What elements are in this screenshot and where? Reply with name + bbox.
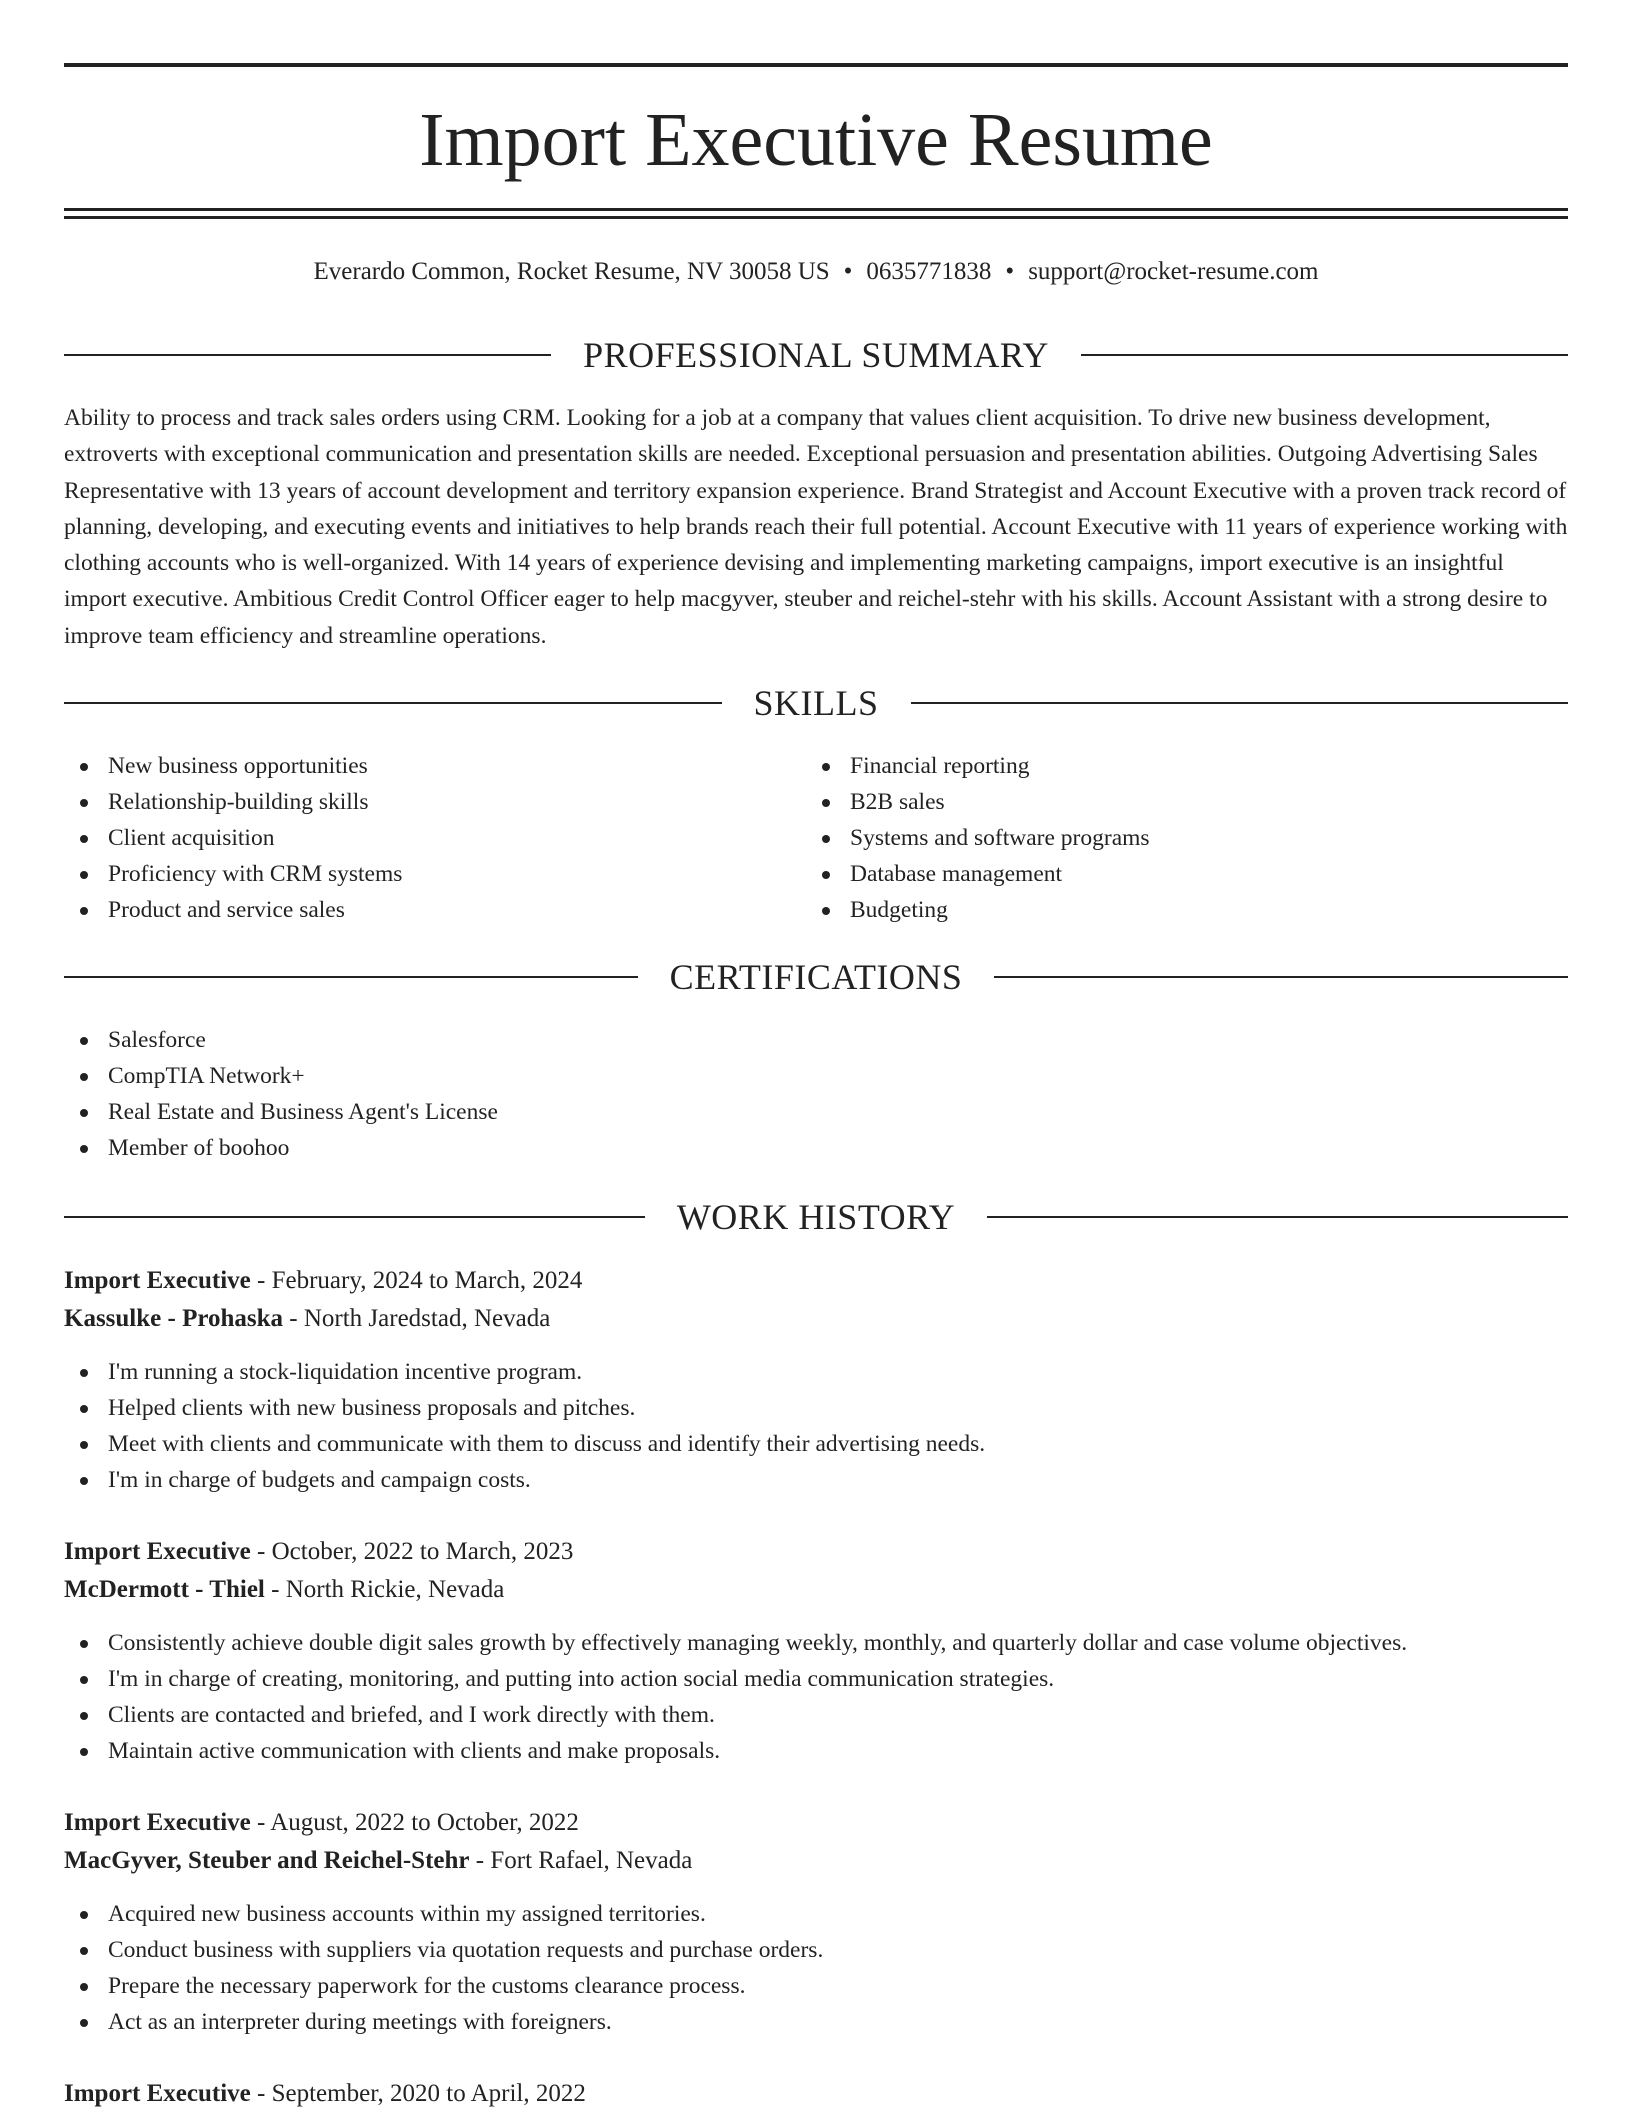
heading-rule (994, 976, 1568, 978)
work-history-heading (64, 1195, 1568, 1239)
job-role-line (64, 2075, 1568, 2113)
job-bullets (64, 1354, 1568, 1498)
heading-rule (64, 1216, 645, 1218)
job-location: North Jaredstad, Nevada (303, 1305, 551, 1332)
dash: - (264, 1576, 286, 1603)
job-bullets (64, 1625, 1568, 1769)
dash: - (283, 1305, 304, 1332)
job-bullet: Clients are contacted and briefed, and I work directly with them. (64, 1697, 1568, 1733)
job-title: Import Executive (64, 1267, 251, 1294)
job-role-line (64, 1262, 1568, 1300)
job-bullet: I'm in charge of creating, monitoring, and putting into action social media communication strategies. (64, 1661, 1568, 1697)
job-bullet: I'm in charge of budgets and campaign costs. (64, 1462, 1568, 1498)
skill-item: Financial reporting (806, 748, 1506, 784)
heading-rule (1081, 354, 1568, 356)
job-bullet: Maintain active communication with clients and make proposals. (64, 1733, 1568, 1769)
title-rule-upper (64, 208, 1568, 211)
job-dates: October, 2022 to March, 2023 (271, 1538, 574, 1565)
job-dates: February, 2024 to March, 2024 (271, 1267, 583, 1294)
contact-line (64, 254, 1568, 290)
job-role-line (64, 1533, 1568, 1571)
dash: - (250, 2080, 272, 2107)
heading-rule (987, 1216, 1568, 1218)
dash: - (469, 1847, 491, 1874)
skill-item: New business opportunities (64, 748, 764, 784)
summary-heading-label: PROFESSIONAL SUMMARY (583, 335, 1049, 375)
job-entry (64, 1533, 1568, 1769)
skill-item: Relationship-building skills (64, 784, 764, 820)
job-company: MacGyver, Steuber and Reichel-Stehr (64, 1847, 470, 1874)
summary-heading (64, 333, 1568, 377)
job-bullet: I'm running a stock-liquidation incentive program. (64, 1354, 1568, 1390)
contact-separator: • (843, 258, 853, 285)
job-company-line (64, 1842, 1568, 1880)
job-entry (64, 2075, 1568, 2113)
job-company-line (64, 1571, 1568, 1609)
job-bullet: Conduct business with suppliers via quotation requests and purchase orders. (64, 1932, 1568, 1968)
job-company-line (64, 1300, 1568, 1338)
job-entry (64, 1804, 1568, 2040)
job-bullet: Act as an interpreter during meetings with foreigners. (64, 2004, 1568, 2040)
certification-item: CompTIA Network+ (64, 1058, 1568, 1094)
certifications-heading-label: CERTIFICATIONS (669, 957, 963, 997)
page-title: Import Executive Resume (419, 98, 1213, 182)
skill-item: Proficiency with CRM systems (64, 856, 764, 892)
job-title: Import Executive (64, 1809, 251, 1836)
job-bullet: Acquired new business accounts within my assigned territories. (64, 1896, 1568, 1932)
certifications-heading (64, 955, 1568, 999)
certification-item: Real Estate and Business Agent's License (64, 1094, 1568, 1130)
job-bullet: Consistently achieve double digit sales growth by effectively managing weekly, monthly, and quarterly dollar and case volume objectives. (64, 1625, 1568, 1661)
job-bullet: Meet with clients and communicate with them to discuss and identify their advertising needs. (64, 1426, 1568, 1462)
heading-rule (64, 976, 638, 978)
skill-item: Systems and software programs (806, 820, 1506, 856)
heading-rule (64, 354, 551, 356)
contact-phone: 0635771838 (866, 258, 992, 285)
skills-list-left (64, 748, 764, 928)
job-dates: August, 2022 to October, 2022 (270, 1809, 579, 1836)
job-dates: September, 2020 to April, 2022 (271, 2080, 586, 2107)
job-bullet: Prepare the necessary paperwork for the customs clearance process. (64, 1968, 1568, 2004)
contact-separator: • (1005, 258, 1015, 285)
skill-item: Database management (806, 856, 1506, 892)
heading-rule (64, 702, 722, 704)
dash: - (250, 1538, 272, 1565)
summary-text: Ability to process and track sales orders using CRM. Looking for a job at a company that values client acquisition. To drive new business development, extroverts with exceptional communication and presentation skills are needed. Exceptional persuasion and presentation abilities. Outgoing Advertising Sales Representative with 13 years of account development and territory expansion experience. Brand Strategist and Account Executive with a proven track record of planning, developing, and executing events and initiatives to help brands reach their full potential. Account Executive with 11 years of experience working with clothing accounts who is well-organized. With 14 years of experience devising and implementing marketing campaigns, import executive is an insightful import executive. Ambitious Credit Control Officer eager to help macgyver, steuber and reichel-stehr with his skills. Account Assistant with a strong desire to improve team efficiency and streamline operations. (64, 405, 1568, 649)
work-history-heading-label: WORK HISTORY (676, 1197, 956, 1237)
job-bullet: Helped clients with new business proposals and pitches. (64, 1390, 1568, 1426)
job-entry (64, 1262, 1568, 1498)
skills-list-right (806, 748, 1506, 928)
job-title: Import Executive (64, 2080, 251, 2107)
title-rule-lower (64, 216, 1568, 219)
skill-item: B2B sales (806, 784, 1506, 820)
dash: - (250, 1809, 271, 1836)
heading-rule (911, 702, 1569, 704)
dash: - (250, 1267, 272, 1294)
job-company: Kassulke - Prohaska (64, 1305, 284, 1332)
job-bullets (64, 1896, 1568, 2040)
skill-item: Product and service sales (64, 892, 764, 928)
job-role-line (64, 1804, 1568, 1842)
skills-heading (64, 681, 1568, 725)
contact-email: support@rocket-resume.com (1028, 258, 1319, 285)
contact-address: Everardo Common, Rocket Resume, NV 30058 US (313, 258, 830, 285)
job-location: Fort Rafael, Nevada (490, 1847, 693, 1874)
job-title: Import Executive (64, 1538, 251, 1565)
job-location: North Rickie, Nevada (285, 1576, 505, 1603)
top-rule (64, 63, 1568, 67)
job-company: McDermott - Thiel (64, 1576, 265, 1603)
certification-item: Salesforce (64, 1022, 1568, 1058)
skill-item: Client acquisition (64, 820, 764, 856)
skills-heading-label: SKILLS (753, 683, 879, 723)
skill-item: Budgeting (806, 892, 1506, 928)
certifications-list (64, 1022, 1568, 1166)
certification-item: Member of boohoo (64, 1130, 1568, 1166)
